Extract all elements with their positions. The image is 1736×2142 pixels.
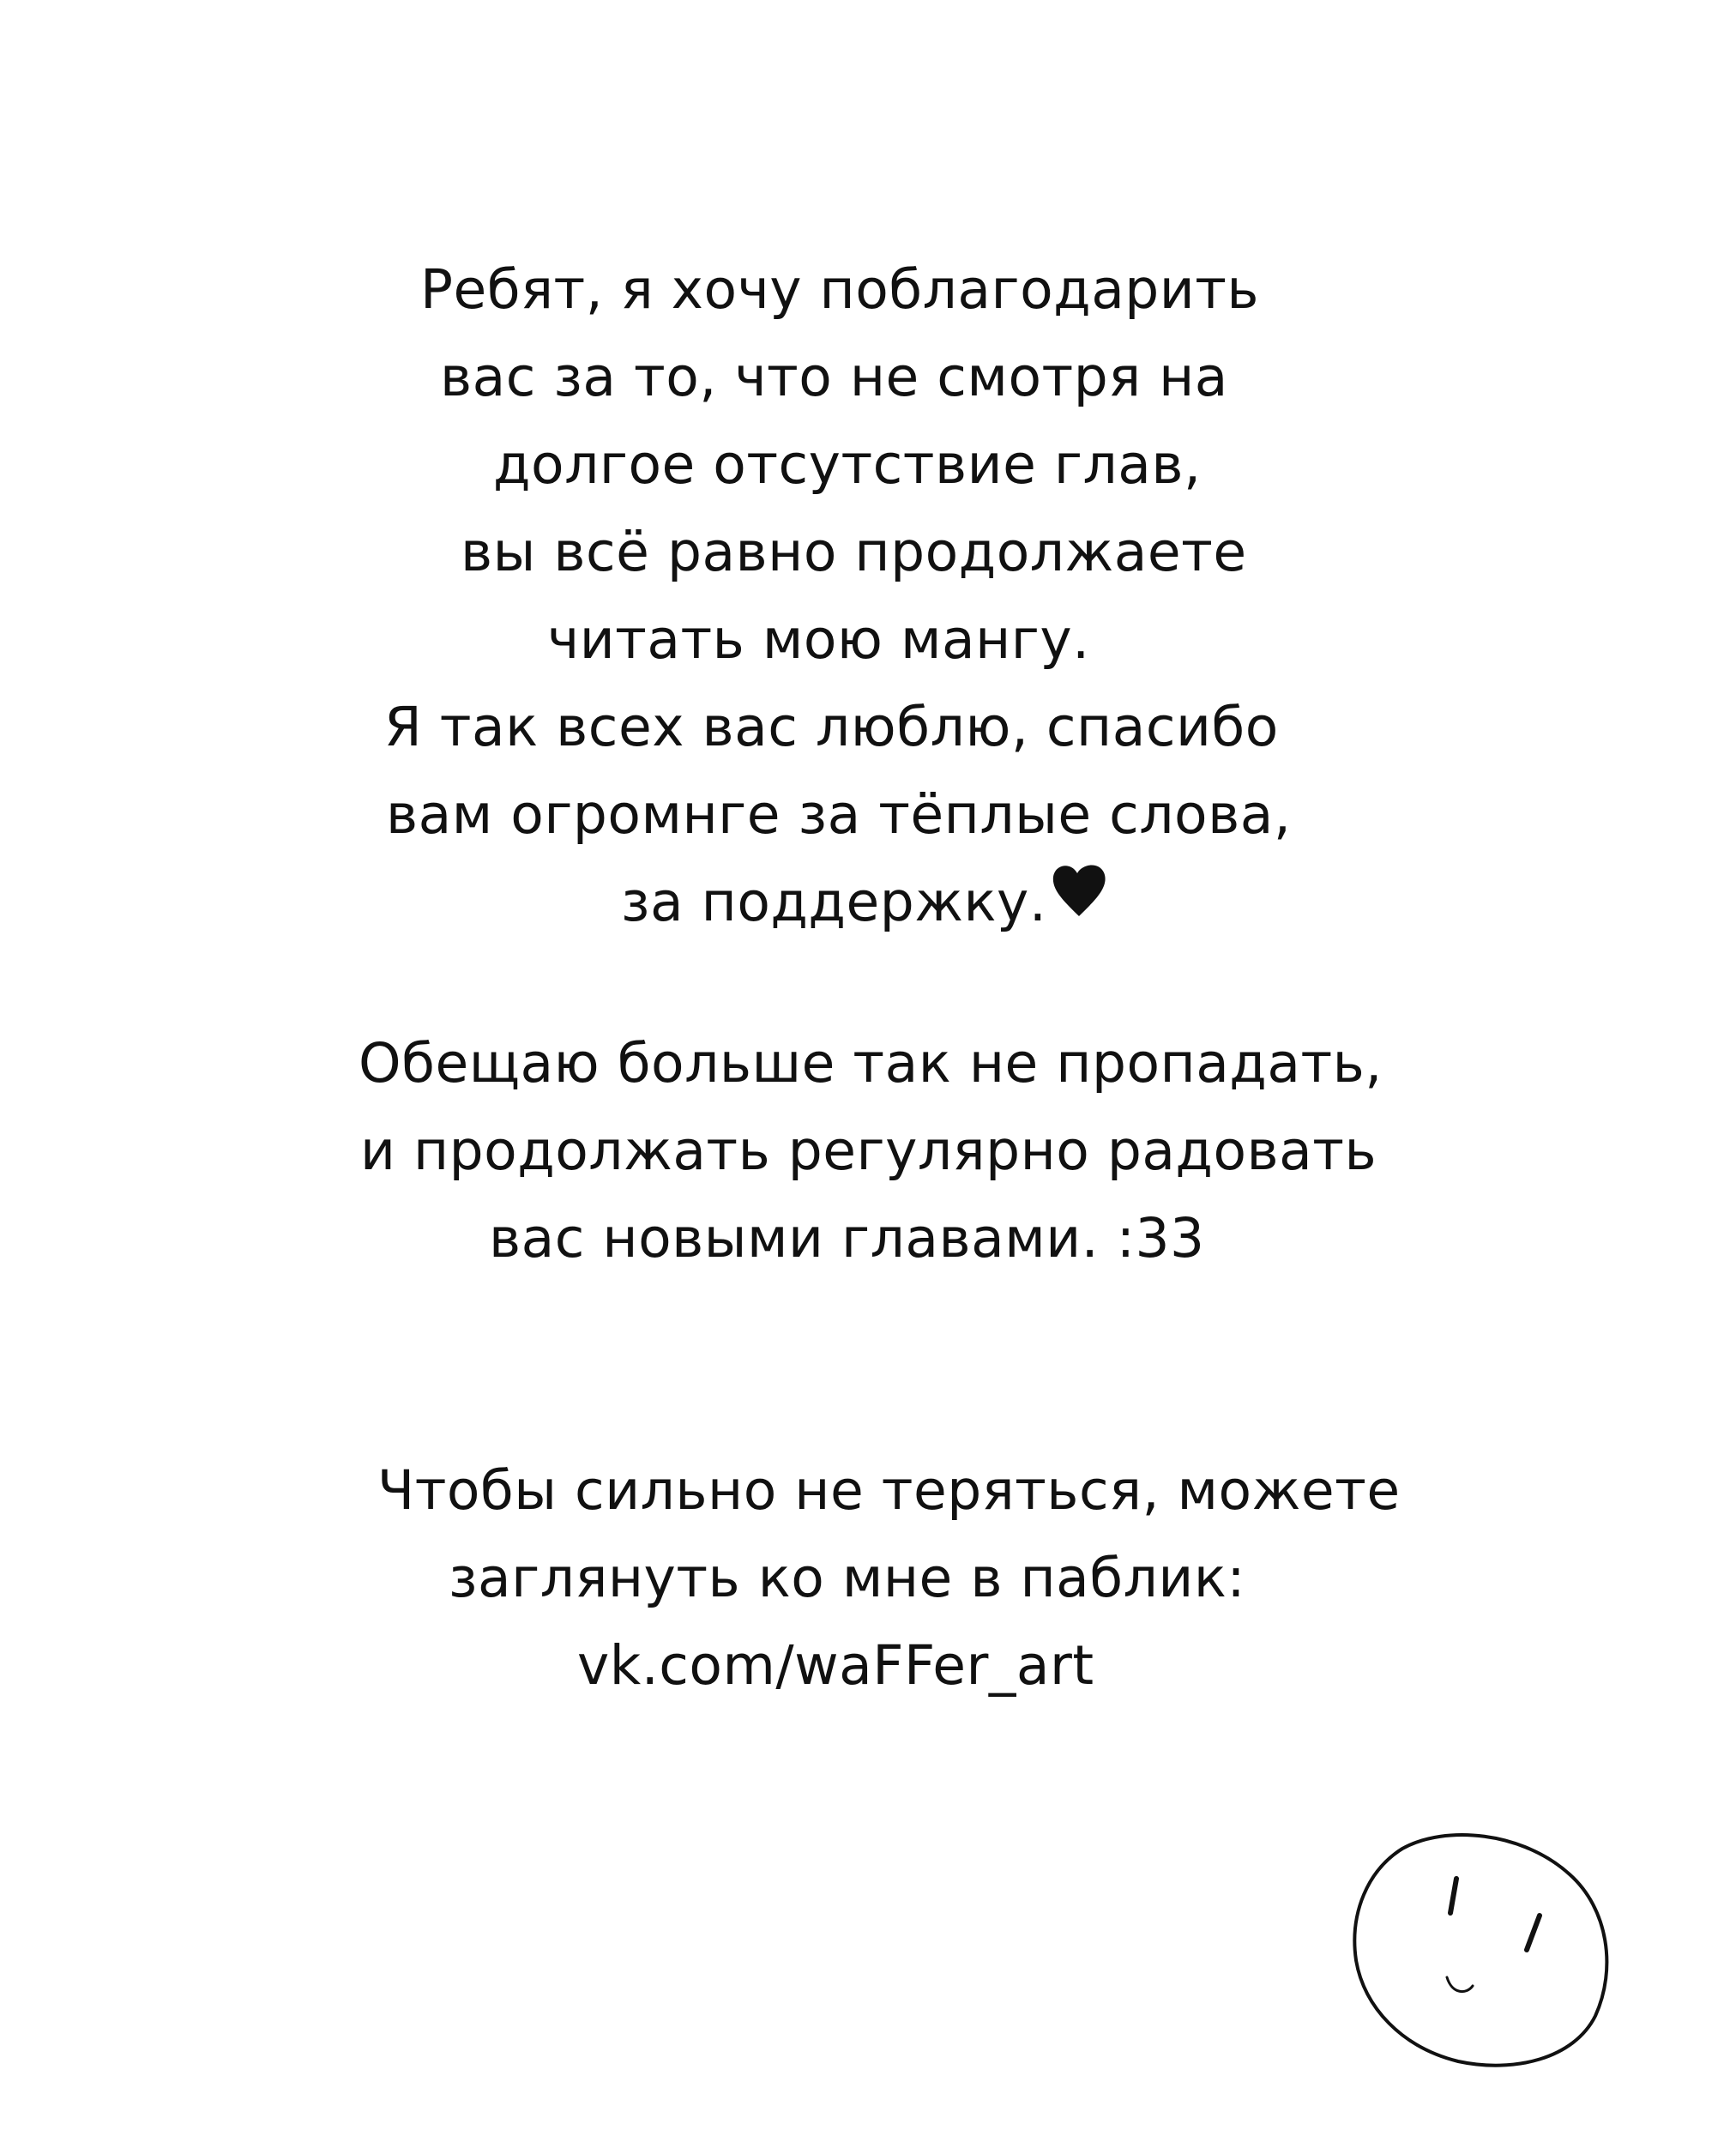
vk-link-text: vk.com/waFFer_art: [577, 1634, 1094, 1697]
text-line: за поддержку.: [621, 871, 1047, 933]
text-line: Обещаю больше так не пропадать,: [359, 1032, 1383, 1095]
text-line: и продолжать регулярно радовать: [360, 1119, 1377, 1182]
text-line: Чтобы сильно не теряться, можете: [377, 1459, 1401, 1522]
text-line: вас новыми главами. :33: [489, 1207, 1205, 1270]
text-line: вас за то, что не смотря на: [440, 346, 1228, 408]
text-line: вы всё равно продолжаете: [461, 521, 1247, 583]
text-line: читать мою мангу.: [547, 608, 1090, 671]
text-line: заглянуть ко мне в паблик:: [449, 1547, 1246, 1609]
text-line: долгое отсутствие глав,: [493, 433, 1202, 496]
text-line: Я так всех вас люблю, спасибо: [384, 696, 1279, 758]
smiley-face-icon: [1351, 1823, 1617, 2072]
heart-icon: [1048, 858, 1110, 920]
text-line: вам огромнге за тёплые слова,: [386, 783, 1292, 846]
text-line: Ребят, я хочу поблагодарить: [420, 258, 1260, 321]
